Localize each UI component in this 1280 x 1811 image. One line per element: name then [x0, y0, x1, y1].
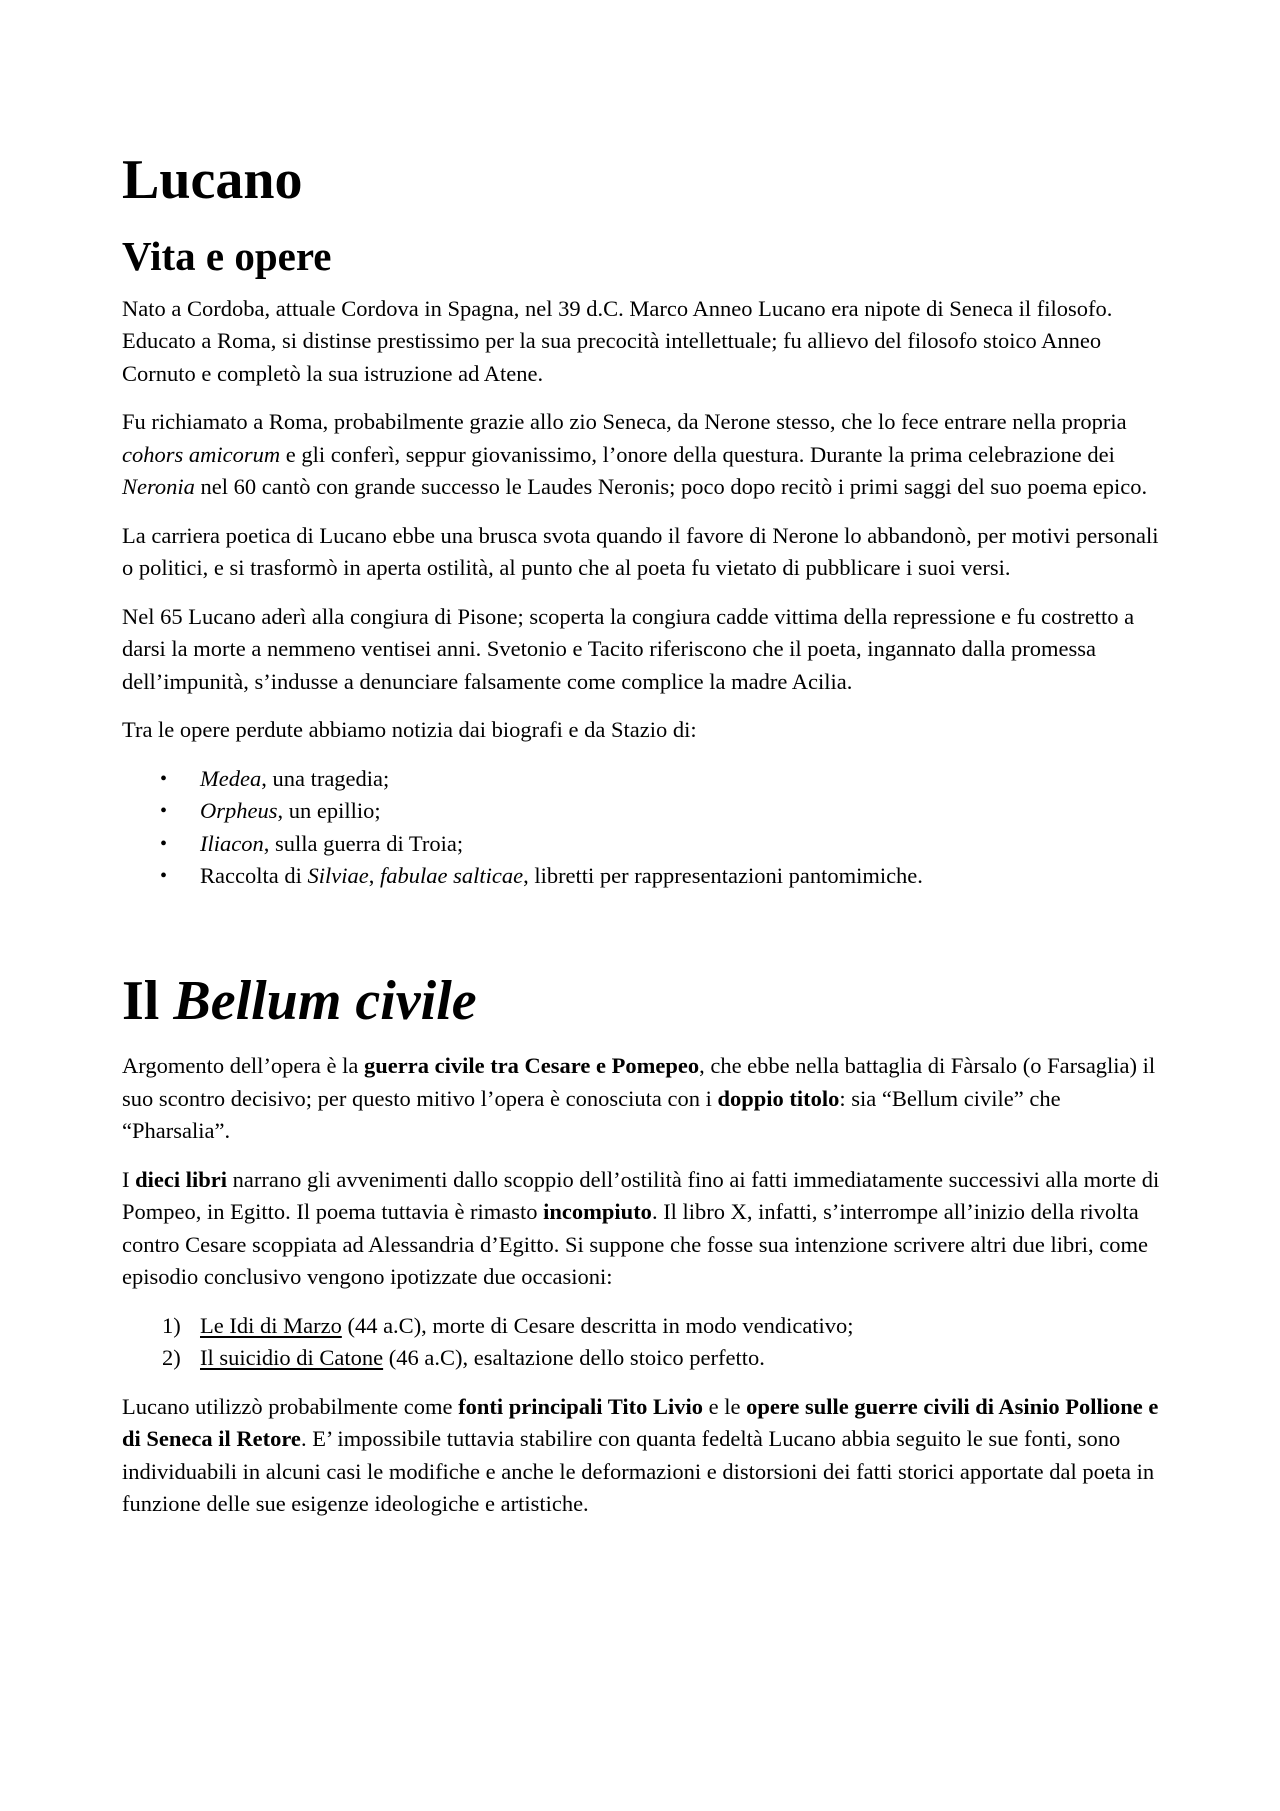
bullet-icon: • [160, 767, 168, 790]
paragraph-lost-works-intro: Tra le opere perdute abbiamo notizia dai biografi e da Stazio di: [122, 717, 697, 743]
list-number: 2) [162, 1345, 181, 1371]
text-span: , che ebbe nella battaglia di Fàrsalo (o Farsaglia) il suo scontro decisivo; per questo mitivo l’opera è conosciuta con i [122, 1053, 1156, 1111]
text-span: nel 60 cantò con grande successo le Laudes Neronis; poco dopo recitò i primi saggi del suo poema epico. [194, 474, 1148, 500]
section-heading-vita-e-opere: Vita e opere [122, 232, 332, 279]
text-span: (44 a.C), morte di Cesare descritta in modo vendicativo; [341, 1312, 854, 1338]
lost-works-list [122, 763, 1172, 893]
text-span: . Il libro X, infatti, s’interrompe all’inizio della rivolta contro Cesare scoppiata ad Alessandria d’Egitto. Si suppone che fosse sua intenzione scrivere altri due libri, come episodio conclusivo vengono ipotizzate due occasioni: [122, 1199, 1148, 1290]
list-item [122, 1310, 1172, 1343]
paragraph-pisonian-conspiracy: Nel 65 Lucano aderì alla congiura di Pisone; scoperta la congiura cadde vittima della repressione e fu costretto a darsi la morte a nemmeno ventisei anni. Svetonio e Tacito riferiscono che il poeta, ingannato dalla promessa dell’impunità, s’indusse a denunciare falsamente come complice la madre Acilia. [122, 603, 1135, 694]
underlined-event: Il suicidio di Catone [200, 1345, 384, 1371]
bullet-icon: • [160, 832, 168, 855]
document-title: Lucano [122, 149, 303, 211]
text-span: Argomento dell’opera è la [122, 1053, 364, 1079]
italic-work-title: Orpheus [200, 798, 278, 824]
paragraph-argument [122, 1050, 1172, 1148]
paragraph-ten-books [122, 1164, 1172, 1294]
bold-double-title: doppio titolo [717, 1085, 840, 1111]
list-item [122, 763, 1172, 796]
italic-cohors-amicorum: cohors amicorum [122, 441, 281, 467]
document-page [122, 150, 1172, 1537]
paragraph-sources [122, 1391, 1172, 1521]
paragraph-career-turn: La carriera poetica di Lucano ebbe una brusca svota quando il favore di Nerone lo abbandonò, per motivi personali o politici, e si trasformò in aperta ostilità, al punto che al poeta fu vietato di pubblicare i suoi versi. [122, 522, 1159, 581]
italic-work-title: Silviae [307, 863, 369, 889]
list-number: 1) [162, 1312, 181, 1338]
text-span: Fu richiamato a Roma, probabilmente grazie allo zio Seneca, da Nerone stesso, che lo fece entrare nella propria [122, 409, 1127, 435]
text-span: e le [702, 1393, 747, 1419]
italic-work-title: fabulae salticae [379, 863, 524, 889]
heading-italic-part: Bellum civile [173, 969, 477, 1032]
list-item [122, 828, 1172, 861]
heading-plain-part: Il [122, 969, 174, 1032]
bold-main-sources: fonti principali Tito Livio [458, 1393, 703, 1419]
list-item [122, 1342, 1172, 1375]
bold-unfinished: incompiuto [543, 1199, 652, 1225]
text-span: , un epillio; [277, 798, 381, 824]
list-item [122, 860, 1172, 893]
underlined-event: Le Idi di Marzo [200, 1312, 342, 1338]
italic-work-title: Iliacon [200, 830, 264, 856]
bullet-icon: • [160, 800, 168, 823]
bullet-icon: • [160, 865, 168, 888]
italic-neronia: Neronia [122, 474, 195, 500]
text-span: , sulla guerra di Troia; [263, 830, 464, 856]
list-item [122, 795, 1172, 828]
text-span: . E’ impossibile tuttavia stabilire con quanta fedeltà Lucano abbia seguito le sue fonti, sono individuabili in alcuni casi le modifiche e anche le deformazioni e distorsioni dei fatti storici apportate dal poeta in funzione delle sue esigenze ideologiche e artistiche. [122, 1426, 1155, 1517]
paragraph-rome-return [122, 406, 1172, 504]
bold-civil-war-works: opere sulle guerre civili di Asinio Pollione e di Seneca il Retore [122, 1393, 1159, 1452]
text-span: Lucano utilizzò probabilmente come [122, 1393, 459, 1419]
text-span: , [368, 863, 380, 889]
paragraph-birth: Nato a Cordoba, attuale Cordova in Spagna, nel 39 d.C. Marco Anneo Lucano era nipote di Seneca il filosofo. Educato a Roma, si distinse prestissimo per la sua precocità intellettuale; fu allievo del filosofo stoico Anneo Cornuto e completò la sua istruzione ad Atene. [122, 295, 1113, 386]
italic-work-title: Medea [200, 765, 262, 791]
endings-list [122, 1310, 1172, 1375]
text-span: : sia “Bellum civile” che “Pharsalia”. [122, 1085, 1061, 1144]
text-span: I [122, 1166, 136, 1192]
text-span: Raccolta di [200, 863, 308, 889]
text-span: e gli conferì, seppur giovanissimo, l’onore della questura. Durante la prima celebrazione dei [280, 441, 1115, 467]
text-span: , libretti per rappresentazioni pantomimiche. [523, 863, 923, 889]
text-span: narrano gli avvenimenti dallo scoppio dell’ostilità fino ai fatti immediatamente successivi alla morte di Pompeo, in Egitto. Il poema tuttavia è rimasto [122, 1166, 1160, 1225]
text-span: , una tragedia; [261, 765, 390, 791]
bold-ten-books: dieci libri [135, 1166, 227, 1192]
section-heading-bellum-civile [122, 971, 1172, 1033]
text-span: (46 a.C), esaltazione dello stoico perfetto. [383, 1345, 765, 1371]
bold-civil-war: guerra civile tra Cesare e Pomepeo [364, 1053, 700, 1079]
